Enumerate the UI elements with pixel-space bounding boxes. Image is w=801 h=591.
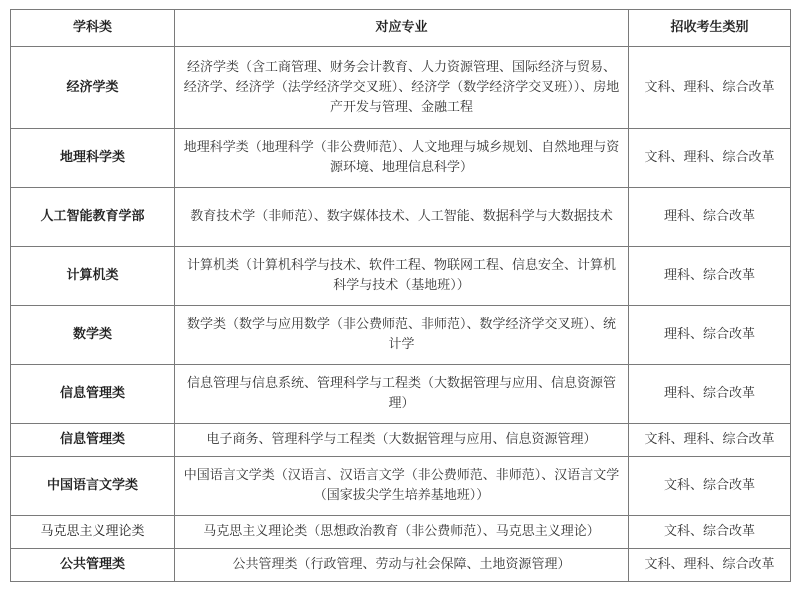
table-row bbox=[11, 306, 791, 365]
students-cell: 理科、综合改革 bbox=[629, 188, 791, 247]
majors-cell: 信息管理与信息系统、管理科学与工程类（大数据管理与应用、信息资源管理） bbox=[175, 365, 629, 424]
students-cell: 理科、综合改革 bbox=[629, 247, 791, 306]
category-cell: 公共管理类 bbox=[11, 549, 175, 582]
majors-table bbox=[10, 9, 791, 582]
table-header-row bbox=[11, 10, 791, 47]
majors-cell: 电子商务、管理科学与工程类（大数据管理与应用、信息资源管理） bbox=[175, 424, 629, 457]
header-students: 招收考生类别 bbox=[629, 10, 791, 47]
table-row bbox=[11, 47, 791, 129]
students-cell: 文科、理科、综合改革 bbox=[629, 47, 791, 129]
header-category: 学科类 bbox=[11, 10, 175, 47]
category-cell: 信息管理类 bbox=[11, 365, 175, 424]
majors-cell: 经济学类（含工商管理、财务会计教育、人力资源管理、国际经济与贸易、经济学、经济学（法学经济学交叉班）、经济学（数学经济学交叉班））、房地产开发与管理、金融工程 bbox=[175, 47, 629, 129]
category-cell: 数学类 bbox=[11, 306, 175, 365]
table-row bbox=[11, 516, 791, 549]
students-cell: 文科、理科、综合改革 bbox=[629, 549, 791, 582]
header-majors: 对应专业 bbox=[175, 10, 629, 47]
table-row bbox=[11, 549, 791, 582]
table-row bbox=[11, 457, 791, 516]
majors-cell: 中国语言文学类（汉语言、汉语言文学（非公费师范、非师范）、汉语言文学（国家拔尖学生培养基地班）） bbox=[175, 457, 629, 516]
category-cell: 地理科学类 bbox=[11, 129, 175, 188]
table-row bbox=[11, 424, 791, 457]
table-row bbox=[11, 365, 791, 424]
students-cell: 理科、综合改革 bbox=[629, 365, 791, 424]
majors-cell: 计算机类（计算机科学与技术、软件工程、物联网工程、信息安全、计算机科学与技术（基地班）） bbox=[175, 247, 629, 306]
majors-cell: 数学类（数学与应用数学（非公费师范、非师范）、数学经济学交叉班）、统计学 bbox=[175, 306, 629, 365]
table-row bbox=[11, 247, 791, 306]
category-cell: 人工智能教育学部 bbox=[11, 188, 175, 247]
category-cell: 计算机类 bbox=[11, 247, 175, 306]
category-cell: 马克思主义理论类 bbox=[11, 516, 175, 549]
students-cell: 理科、综合改革 bbox=[629, 306, 791, 365]
category-cell: 信息管理类 bbox=[11, 424, 175, 457]
students-cell: 文科、综合改革 bbox=[629, 457, 791, 516]
table-row bbox=[11, 188, 791, 247]
majors-cell: 地理科学类（地理科学（非公费师范）、人文地理与城乡规划、自然地理与资源环境、地理信息科学） bbox=[175, 129, 629, 188]
category-cell: 经济学类 bbox=[11, 47, 175, 129]
majors-cell: 教育技术学（非师范）、数字媒体技术、人工智能、数据科学与大数据技术 bbox=[175, 188, 629, 247]
students-cell: 文科、理科、综合改革 bbox=[629, 129, 791, 188]
table-row bbox=[11, 129, 791, 188]
category-cell: 中国语言文学类 bbox=[11, 457, 175, 516]
students-cell: 文科、理科、综合改革 bbox=[629, 424, 791, 457]
students-cell: 文科、综合改革 bbox=[629, 516, 791, 549]
majors-cell: 公共管理类（行政管理、劳动与社会保障、土地资源管理） bbox=[175, 549, 629, 582]
majors-cell: 马克思主义理论类（思想政治教育（非公费师范）、马克思主义理论） bbox=[175, 516, 629, 549]
